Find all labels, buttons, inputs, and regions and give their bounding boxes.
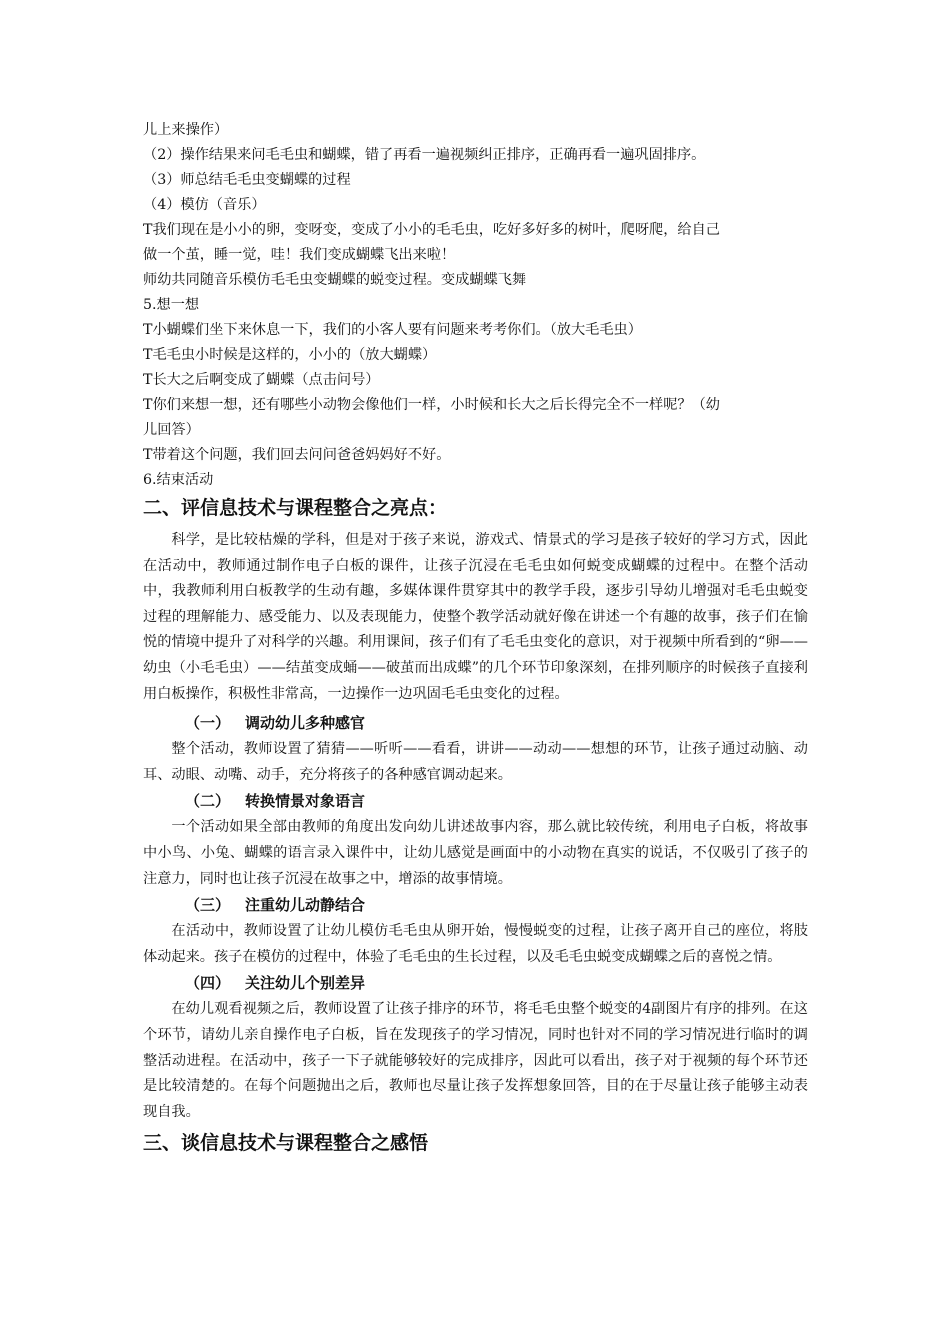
line: T小蝴蝶们坐下来休息一下，我们的小客人要有问题来考考你们。（放大毛毛虫） [143,322,642,338]
subheading-4 [143,970,808,997]
line: 6.结束活动 [143,472,214,488]
line: 做一个茧，睡一觉，哇！我们变成蝴蝶飞出来啦！ [143,247,456,263]
line: 师幼共同随音乐模仿毛毛虫变蝴蝶的蜕变过程。变成蝴蝶飞舞 [143,272,527,288]
line: 儿上来操作） [143,122,229,138]
section2-intro: 科学，是比较枯燥的学科，但是对于孩子来说，游戏式、情景式的学习是孩子较好的学习方式，因此在活动中，教师通过制作电子白板的课件，让孩子沉浸在毛毛虫如何蜕变成蝴蝶的过程中。在整个活动中，我教师利用白板教学的生动有趣，多媒体课件贯穿其中的教学手段，逐步引导幼儿增强对毛毛虫蜕变过程的理解能力、感受能力、以及表现能力，使整个教学活动就好像在讲述一个有趣的故事，孩子们在愉悦的情境中提升了对科学的兴趣。利用课间，孩子们有了毛毛虫变化的意识，对于视频中所看到的“卵——幼虫（小毛毛虫）——结茧变成蛹——破茧而出成蝶”的几个环节印象深刻，在排列顺序的时候孩子直接利用白板操作，积极性非常高，一边操作一边巩固毛毛虫变化的过程。 [143,532,808,702]
subheading-title: 关注幼儿个别差异 [245,974,366,993]
sub1-paragraph: 整个活动，教师设置了猜猜——听听——看看，讲讲——动动——想想的环节，让孩子通过动脑、动耳、动眼、动嘴、动手，充分将孩子的各种感官调动起来。 [143,741,808,783]
sub4-paragraph: 在幼儿观看视频之后，教师设置了让孩子排序的环节，将毛毛虫整个蜕变的4副图片有序的排列。在这个环节，请幼儿亲自操作电子白板，旨在发现孩子的学习情况，同时也针对不同的学习情况进行临时的调整活动进程。在活动中，孩子一下子就能够较好的完成排序，因此可以看出，孩子对于视频的每个环节还是比较清楚的。在每个问题抛出之后，教师也尽量让孩子发挥想象回答，目的在于尽量让孩子能够主动表现自我。 [143,1001,808,1120]
line: （3）师总结毛毛虫变蝴蝶的过程 [143,172,351,188]
subheading-number: （三） [185,896,231,915]
line: T带着这个问题，我们回去问问爸爸妈妈好不好。 [143,447,451,463]
line: （4）模仿（音乐） [143,197,266,213]
subheading-title: 注重幼儿动静结合 [245,896,366,915]
subheading-title: 转换情景对象语言 [245,792,366,811]
subheading-1 [143,710,808,737]
line: （2）操作结果来问毛毛虫和蝴蝶，错了再看一遍视频纠正排序，正确再看一遍巩固排序。 [143,147,706,163]
subheading-number: （四） [185,974,231,993]
line: 5.想一想 [143,297,200,313]
sub2-paragraph: 一个活动如果全部由教师的角度出发向幼儿讲述故事内容，那么就比较传统，利用电子白板，将故事中小鸟、小兔、蝴蝶的语言录入课件中，让幼儿感觉是画面中的小动物在真实的说话，不仅吸引了孩子的注意力，同时也让孩子沉浸在故事之中，增添的故事情境。 [143,819,808,887]
subheading-3 [143,892,808,919]
section2-heading: 二、评信息技术与课程整合之亮点： [143,497,448,519]
section3-heading: 三、谈信息技术与课程整合之感悟 [143,1132,429,1155]
subheading-number: （一） [185,714,231,733]
line: T你们来想一想，还有哪些小动物会像他们一样，小时候和长大之后长得完全不一样呢？（幼 [143,397,720,413]
line: T我们现在是小小的卵，变呀变，变成了小小的毛毛虫，吃好多好多的树叶，爬呀爬，给自己 [143,222,720,238]
subheading-number: （二） [185,792,231,811]
document-page [143,118,808,1159]
line: T毛毛虫小时候是这样的，小小的（放大蝴蝶） [143,347,437,363]
line: T长大之后啊变成了蝴蝶（点击问号） [143,372,380,388]
line: 儿回答） [143,422,200,438]
subheading-title: 调动幼儿多种感官 [245,714,366,733]
subheading-2 [143,788,808,815]
sub3-paragraph: 在活动中，教师设置了让幼儿模仿毛毛虫从卵开始，慢慢蜕变的过程，让孩子离开自己的座位，将肢体动起来。孩子在模仿的过程中，体验了毛毛虫的生长过程，以及毛毛虫蜕变成蝴蝶之后的喜悦之情。 [143,923,808,965]
